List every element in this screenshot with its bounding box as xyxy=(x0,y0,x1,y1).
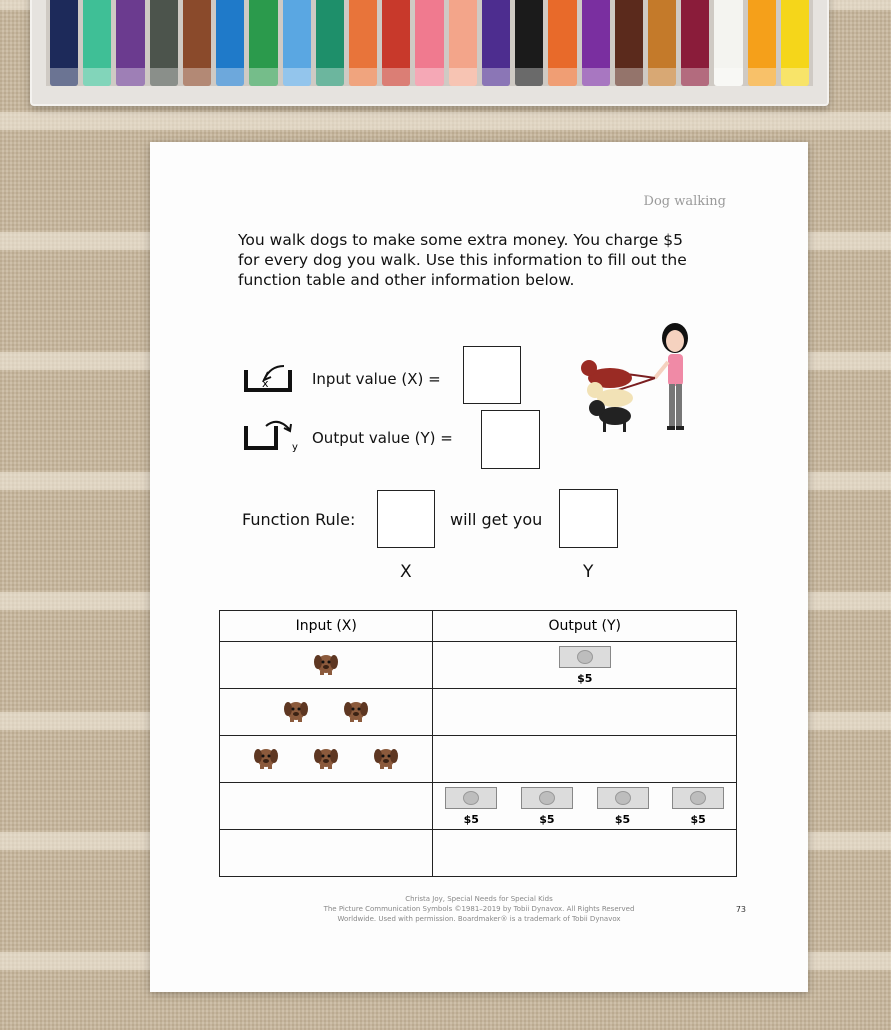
bill-amount: $5 xyxy=(539,812,555,826)
five-dollar-bill xyxy=(597,787,649,826)
input-cell[interactable] xyxy=(220,736,433,783)
input-cell[interactable] xyxy=(220,783,433,830)
dollar-bill-icon xyxy=(672,787,724,809)
pastel-stick xyxy=(714,0,742,86)
input-value-box[interactable] xyxy=(463,346,521,404)
table-row xyxy=(220,642,737,689)
footer-line-1: Christa Joy, Special Needs for Special Kids xyxy=(405,895,553,903)
pastel-stick xyxy=(449,0,477,86)
output-machine-icon xyxy=(242,418,302,458)
bill-amount: $5 xyxy=(614,812,631,826)
pastel-stick xyxy=(648,0,676,86)
function-rule-x-box[interactable] xyxy=(377,490,435,548)
dog-icon xyxy=(343,697,369,727)
table-row xyxy=(220,736,737,783)
input-machine-icon xyxy=(242,360,296,394)
pastel-stick xyxy=(50,0,78,86)
pastel-stick xyxy=(548,0,576,86)
header-title: Dog walking xyxy=(643,194,726,209)
worksheet-page xyxy=(150,142,808,992)
footer-line-3: Worldwide. Used with permission. Boardmaker® is a trademark of Tobii Dynavox xyxy=(337,915,621,923)
instructions-text: You walk dogs to make some extra money. You charge $5 for every dog you walk. Use this information to fill out the function table and other information below. xyxy=(238,231,687,289)
dog-icon xyxy=(283,697,309,727)
pastel-stick xyxy=(382,0,410,86)
five-dollar-bill xyxy=(445,787,497,826)
output-cell[interactable] xyxy=(433,783,737,830)
input-value-label: Input value (X) = xyxy=(312,370,441,388)
table-row xyxy=(220,830,737,877)
output-cell[interactable] xyxy=(433,736,737,783)
pastel-stick xyxy=(482,0,510,86)
output-cell[interactable] xyxy=(433,642,737,689)
pastel-stick xyxy=(216,0,244,86)
pastel-stick xyxy=(748,0,776,86)
column-header-input: Input (X) xyxy=(220,611,433,642)
x-label: X xyxy=(400,562,412,582)
pastel-stick xyxy=(150,0,178,86)
five-dollar-bill xyxy=(521,787,573,826)
five-dollar-bill xyxy=(559,646,611,685)
y-label: Y xyxy=(583,562,594,582)
dog-icon xyxy=(313,650,339,680)
column-header-output: Output (Y) xyxy=(433,611,737,642)
pastel-stick xyxy=(349,0,377,86)
input-icon-letter: x xyxy=(262,377,269,390)
will-get-you-label: will get you xyxy=(450,510,543,529)
pastel-stick xyxy=(781,0,809,86)
pastel-stick xyxy=(249,0,277,86)
dog-icon xyxy=(253,744,279,774)
bill-amount: $5 xyxy=(463,812,479,826)
dollar-bill-icon xyxy=(445,787,497,809)
pastel-stick xyxy=(582,0,610,86)
input-cell[interactable] xyxy=(220,830,433,877)
footer-line-2: The Picture Communication Symbols ©1981–2019 by Tobii Dynavox. All Rights Reserved xyxy=(323,905,635,913)
output-value-label: Output value (Y) = xyxy=(312,429,453,447)
girl-walking-dogs-illustration xyxy=(575,320,700,438)
input-cell[interactable] xyxy=(220,642,433,689)
output-cell[interactable] xyxy=(433,830,737,877)
function-rule-y-box[interactable] xyxy=(559,489,618,548)
bill-amount: $5 xyxy=(690,812,706,826)
input-cell[interactable] xyxy=(220,689,433,736)
pastel-stick xyxy=(83,0,111,86)
function-table xyxy=(219,610,737,877)
pastel-stick xyxy=(116,0,144,86)
pastel-sticks xyxy=(46,0,813,86)
five-dollar-bill xyxy=(672,787,724,826)
pastel-stick xyxy=(415,0,443,86)
bill-amount: $5 xyxy=(577,671,593,685)
dog-icon xyxy=(373,744,399,774)
table-row xyxy=(220,783,737,830)
dollar-bill-icon xyxy=(559,646,611,668)
pastel-stick xyxy=(615,0,643,86)
dog-icon xyxy=(313,744,339,774)
table-row xyxy=(220,689,737,736)
dollar-bill-icon xyxy=(597,787,649,809)
page-number: 73 xyxy=(735,905,746,914)
dollar-bill-icon xyxy=(521,787,573,809)
pastel-stick xyxy=(316,0,344,86)
output-value-box[interactable] xyxy=(481,410,540,469)
pastel-stick xyxy=(183,0,211,86)
function-rule-label: Function Rule: xyxy=(242,510,356,529)
pastel-tray xyxy=(30,0,829,106)
pastel-stick xyxy=(681,0,709,86)
pastel-stick xyxy=(283,0,311,86)
footer-credits xyxy=(150,894,808,924)
output-cell[interactable] xyxy=(433,689,737,736)
pastel-stick xyxy=(515,0,543,86)
output-icon-letter: y xyxy=(292,442,298,453)
